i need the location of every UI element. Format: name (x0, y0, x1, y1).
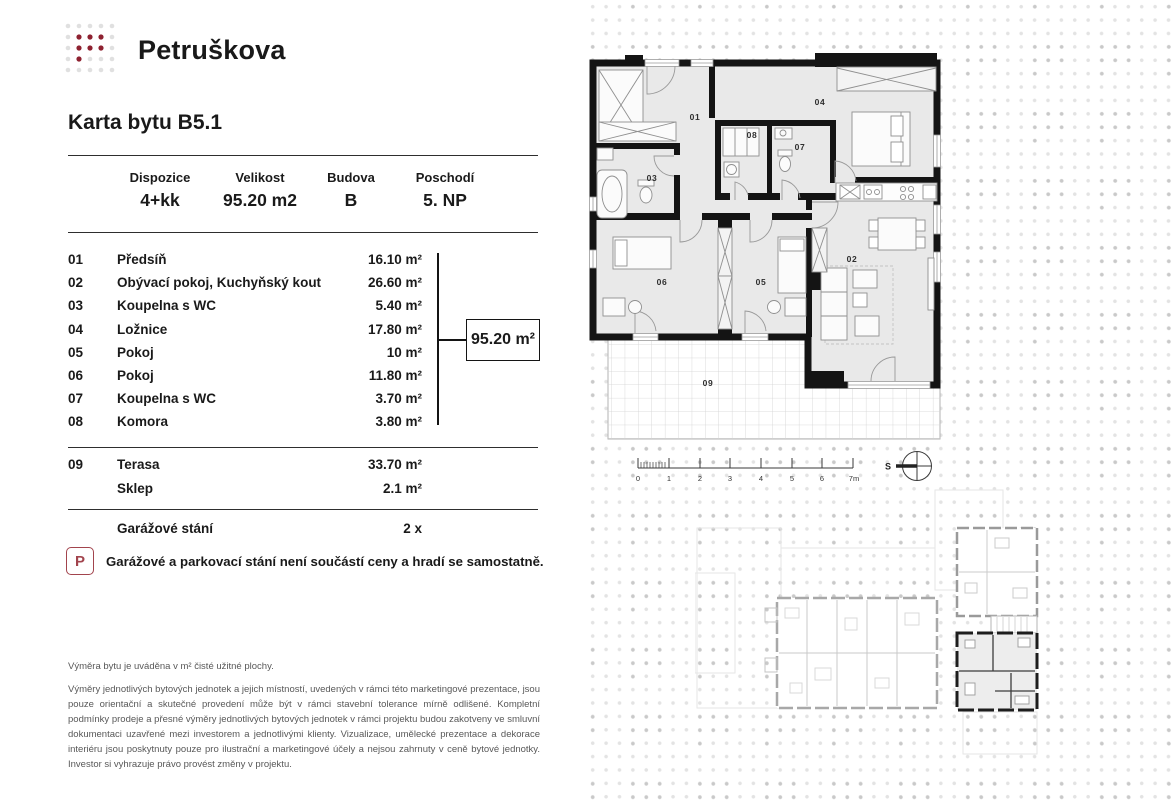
plan-label-05: 05 (755, 277, 767, 287)
room-area: 5.40 m² (375, 298, 422, 314)
scale-1: 1 (666, 474, 672, 483)
extra-name: Terasa (117, 456, 160, 472)
room-name: Pokoj (117, 344, 154, 360)
extra-row (68, 452, 422, 476)
room-area: 17.80 m² (367, 321, 422, 337)
room-row (68, 248, 422, 271)
extra-row (68, 476, 422, 500)
scale-2: 2 (697, 474, 703, 483)
total-area-value: 95.20 m² (470, 331, 536, 348)
summary-value: 5. NP (423, 190, 467, 210)
divider (68, 232, 538, 233)
summary-poschodi (380, 170, 510, 211)
tower-upper-unit (957, 528, 1037, 616)
brand-name: Petruškova (138, 34, 286, 65)
scale-3: 3 (727, 474, 733, 483)
plan-label-02: 02 (846, 254, 858, 264)
room-area: 11.80 m² (368, 368, 422, 384)
total-bracket-connector (438, 339, 466, 341)
scale-bar (630, 450, 950, 490)
room-area: 16.10 m² (367, 252, 422, 268)
room-row (68, 341, 422, 364)
plan-label-08: 08 (746, 130, 758, 140)
building-overview-plan (695, 488, 1065, 760)
summary-label: Budova (327, 170, 375, 185)
room-row (68, 410, 422, 433)
garage-value: 2 x (403, 520, 422, 536)
plan-label-01: 01 (689, 112, 701, 122)
extra-name: Sklep (117, 481, 154, 497)
parking-note-row (66, 547, 544, 575)
extra-number: 09 (68, 456, 84, 472)
room-row (68, 318, 422, 341)
plan-label-06: 06 (656, 277, 668, 287)
summary-value: B (344, 190, 358, 210)
footnote-area-definition: Výměra bytu je uváděna v m² čisté užitné plochy. (68, 661, 274, 672)
room-number: 02 (68, 275, 84, 291)
plan-label-07: 07 (794, 142, 806, 152)
plan-label-09: 09 (702, 378, 714, 388)
room-area: 10 m² (386, 344, 422, 360)
room-area: 26.60 m² (367, 275, 422, 291)
neighbour-building (765, 598, 937, 708)
logo-dots-icon (64, 22, 116, 74)
plan-label-03: 03 (646, 173, 658, 183)
room-area: 3.70 m² (375, 391, 422, 407)
summary-table (68, 170, 538, 225)
room-name: Pokoj (117, 368, 154, 384)
room-area: 3.80 m² (375, 414, 422, 430)
stair-core (991, 616, 1037, 633)
parking-icon (66, 547, 94, 575)
room-row (68, 294, 422, 317)
room-row (68, 387, 422, 410)
room-list (68, 248, 422, 434)
room-number: 08 (68, 414, 84, 430)
scale-0: 0 (635, 474, 641, 483)
entry-wall-tab (625, 55, 643, 64)
divider (68, 155, 538, 156)
parking-note: Garážové a parkovací stání není součástí ceny a hradí se samostatně. (106, 553, 544, 569)
compass-icon (885, 452, 932, 481)
highlighted-unit (957, 633, 1037, 710)
room-number: 06 (68, 368, 84, 384)
room-name: Předsíň (117, 252, 167, 268)
divider (68, 447, 538, 448)
room-number: 07 (68, 391, 84, 407)
room-name: Koupelna s WC (117, 298, 217, 314)
compass-label: S (884, 461, 892, 472)
top-right-wall (815, 53, 937, 67)
scale-5: 5 (789, 474, 795, 483)
total-area-box (466, 319, 540, 361)
floor-plan (585, 50, 950, 450)
room-name: Ložnice (117, 321, 168, 337)
scale-6: 6 (819, 474, 825, 483)
room-name: Obývací pokoj, Kuchyňský kout (117, 275, 322, 291)
summary-value: 4+kk (140, 190, 180, 210)
scale-4: 4 (758, 474, 764, 483)
page-title: Karta bytu B5.1 (68, 111, 223, 134)
footnote-legal-paragraph: Výměry jednotlivých bytových jednotek a jejich místností, uvedených v rámci této marketingové prezentace, jsou pouze orientační a skutečné provedení může být v rámci stavební tolerance mírně odlišené. Kompletní podmínky prodeje a přesné výměry jednotlivých bytových jednotek v rámci projektu budou zakotveny ve smluvní dokumentaci uzavřené mezi investorem a jednotlivými klienty. Vizualizace, umělecké prezentace a dekorace interiéru jsou poskytnuty pouze pro ilustrační a marketingové účely a nejsou zahrnuty v ceně bytové jednotky. Investor si vyhrazuje právo provést změny v projektu. (68, 684, 540, 771)
room-name: Koupelna s WC (117, 391, 217, 407)
summary-value: 95.20 m2 (223, 190, 297, 210)
parking-icon-letter: P (74, 552, 85, 570)
garage-label: Garážové stání (117, 520, 214, 536)
room-number: 04 (68, 321, 84, 337)
room-row (68, 364, 422, 387)
room-name: Komora (117, 414, 169, 430)
extra-area: 33.70 m² (367, 456, 422, 472)
garage-section (68, 516, 422, 540)
divider (68, 509, 538, 510)
extras-list (68, 452, 422, 501)
room-number: 03 (68, 298, 84, 314)
summary-label: Velikost (235, 170, 285, 185)
room-number: 01 (68, 252, 84, 268)
extra-area: 2.1 m² (382, 481, 422, 497)
summary-label: Dispozice (129, 170, 191, 185)
summary-label: Poschodí (415, 170, 475, 185)
scale-7m: 7m (848, 474, 860, 483)
brand-logo (64, 22, 286, 74)
plan-label-04: 04 (814, 97, 826, 107)
room-row (68, 271, 422, 294)
room-number: 05 (68, 344, 84, 360)
